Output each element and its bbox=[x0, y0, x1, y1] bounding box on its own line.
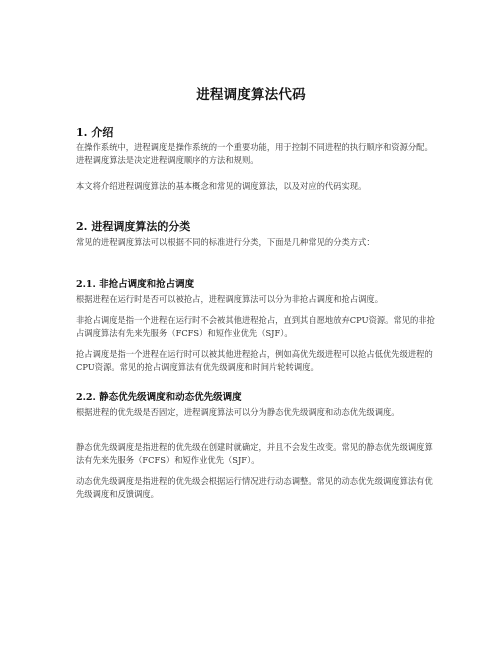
section-heading-introduction: 1. 介绍 bbox=[76, 126, 114, 139]
paragraph-preemptive-2: 非抢占调度是指一个进程在运行时不会被其他进程抢占，直到其自愿地放弃CPU资源。常见的非抢占调度算法有先来先服务（FCFS）和短作业优先（SJF）。 bbox=[76, 315, 435, 338]
document-title: 进程调度算法代码 bbox=[196, 87, 306, 103]
paragraph-preemptive-3: 抢占调度是指一个进程在运行时可以被其他进程抢占，例如高优先级进程可以抢占低优先级进程的CPU资源。常见的抢占调度算法有优先级调度和时间片轮转调度。 bbox=[76, 349, 433, 372]
paragraph-preemptive-1: 根据进程在运行时是否可以被抢占，进程调度算法可以分为非抢占调度和抢占调度。 bbox=[76, 294, 383, 304]
paragraph-priority-1: 根据进程的优先级是否固定，进程调度算法可以分为静态优先级调度和动态优先级调度。 bbox=[76, 407, 400, 417]
section-heading-classification: 2. 进程调度算法的分类 bbox=[76, 220, 191, 233]
subsection-heading-priority: 2.2. 静态优先级调度和动态优先级调度 bbox=[76, 392, 242, 403]
paragraph-classification-intro: 常见的进程调度算法可以根据不同的标准进行分类，下面是几种常见的分类方式： bbox=[76, 237, 375, 247]
paragraph-intro-1: 在操作系统中，进程调度是操作系统的一个重要功能，用于控制不同进程的执行顺序和资源分配。进程调度算法是决定进程调度顺序的方法和规则。 bbox=[76, 142, 433, 165]
paragraph-intro-2: 本文将介绍进程调度算法的基本概念和常见的调度算法，以及对应的代码实现。 bbox=[76, 181, 367, 191]
subsection-heading-preemptive: 2.1. 非抢占调度和抢占调度 bbox=[76, 279, 195, 290]
paragraph-priority-3: 动态优先级调度是指进程的优先级会根据运行情况进行动态调整。常见的动态优先级调度算法有优先级调度和反馈调度。 bbox=[76, 476, 433, 499]
paragraph-priority-2: 静态优先级调度是指进程的优先级在创建时就确定，并且不会发生改变。常见的静态优先级调度算法有先来先服务（FCFS）和短作业优先（SJF）。 bbox=[76, 442, 433, 465]
